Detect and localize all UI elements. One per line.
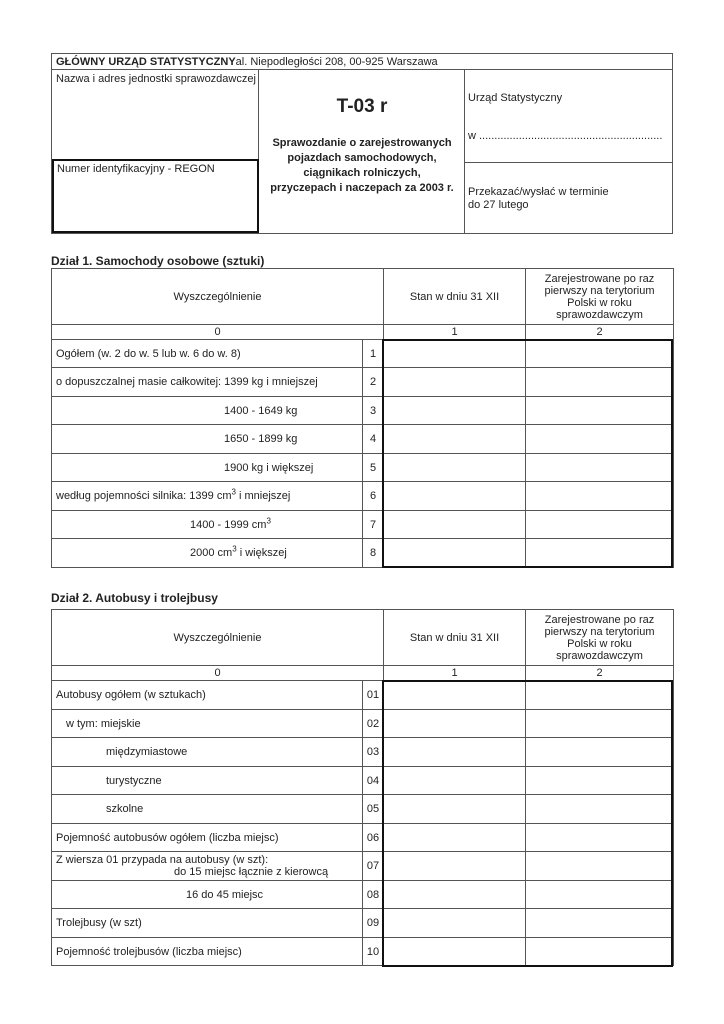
cell-state[interactable]: [384, 938, 526, 966]
cell-state[interactable]: [384, 539, 526, 568]
row-number: 6: [363, 482, 384, 511]
cell-state[interactable]: [384, 340, 526, 368]
row-number: 8: [363, 539, 384, 568]
section2-col-reg: Zarejestrowane po raz pierwszy na terytorium Polski w roku sprawozdawczym: [526, 610, 674, 666]
table-row: [52, 425, 674, 454]
table-row: [52, 710, 674, 738]
cell-state[interactable]: [384, 482, 526, 511]
row-label: Z wiersza 01 przypada na autobusy (w szt): do 15 miejsc łącznie z kierowcą: [52, 852, 363, 881]
cell-state[interactable]: [384, 852, 526, 881]
table-row: [52, 852, 674, 881]
form-code: T-03 r: [336, 96, 388, 117]
row-number: 7: [363, 511, 384, 539]
section1-col-reg: Zarejestrowane po raz pierwszy na terytorium Polski w roku sprawozdawczym: [526, 269, 674, 325]
cell-reg[interactable]: [526, 938, 674, 966]
table-row: [52, 795, 674, 824]
row-label: Pojemność autobusów ogółem (liczba miejsc): [52, 824, 363, 852]
regon-field[interactable]: [52, 159, 259, 233]
section1-idx2: 2: [526, 325, 674, 340]
table-row: [52, 881, 674, 909]
row-label: szkolne: [52, 795, 363, 824]
section2-idx0: 0: [52, 666, 384, 681]
cell-reg[interactable]: [526, 852, 674, 881]
row-number: 04: [363, 767, 384, 795]
cell-reg[interactable]: [526, 681, 674, 710]
table-row: [52, 397, 674, 425]
table-row: [52, 909, 674, 938]
table-row: [52, 482, 674, 511]
header-right-column: [465, 70, 672, 233]
cell-state[interactable]: [384, 909, 526, 938]
cell-reg[interactable]: [526, 539, 674, 568]
header-left-column: [52, 70, 259, 233]
row-label: 2000 $cm^3$ i większej: [52, 539, 363, 568]
section1-col-spec: Wyszczególnienie: [52, 269, 384, 325]
row-label: 1900 kg i większej: [52, 454, 363, 482]
section2-table: [51, 609, 674, 966]
row-label: Ogółem (w. 2 do w. 5 lub w. 6 do w. 8): [52, 340, 363, 368]
row-number: 5: [363, 454, 384, 482]
office-right-label: Urząd Statystyczny: [468, 92, 563, 104]
cell-state[interactable]: [384, 738, 526, 767]
row-number: 01: [363, 681, 384, 710]
section1-table: [51, 268, 674, 568]
office-address: al. Niepodległości 208, 00-925 Warszawa: [235, 56, 438, 68]
row-number: 2: [363, 368, 384, 397]
table-row: [52, 824, 674, 852]
row-label: 16 do 45 miejsc: [52, 881, 363, 909]
row-label: według pojemności silnika: 1399 $cm^3$ i mniejszej: [52, 482, 363, 511]
row-number: 05: [363, 795, 384, 824]
row-label: międzymiastowe: [52, 738, 363, 767]
header-middle-column: [259, 70, 465, 233]
cell-reg[interactable]: [526, 738, 674, 767]
header-office-line: [52, 54, 672, 70]
table-row: [52, 539, 674, 568]
cell-reg[interactable]: [526, 425, 674, 454]
cell-reg[interactable]: [526, 767, 674, 795]
cell-state[interactable]: [384, 511, 526, 539]
section1-title: Dział 1. Samochody osobowe (sztuki): [51, 254, 265, 268]
header-right-divider: [465, 162, 672, 163]
table-row: [52, 340, 674, 368]
table-row: [52, 511, 674, 539]
cell-reg[interactable]: [526, 511, 674, 539]
deadline-line1: Przekazać/wysłać w terminie: [468, 186, 609, 198]
section2-title: Dział 2. Autobusy i trolejbusy: [51, 591, 218, 605]
cell-reg[interactable]: [526, 710, 674, 738]
section2-col-spec: Wyszczególnienie: [52, 610, 384, 666]
table-row: [52, 938, 674, 966]
row-number: 08: [363, 881, 384, 909]
row-number: 03: [363, 738, 384, 767]
cell-state[interactable]: [384, 824, 526, 852]
cell-state[interactable]: [384, 454, 526, 482]
table-row: [52, 738, 674, 767]
form-title: Sprawozdanie o zarejestrowanych pojazdach samochodowych, ciągnikach rolniczych, przyczepach i naczepach za 2003 r.: [270, 137, 454, 194]
cell-state[interactable]: [384, 425, 526, 454]
row-label: 1400 - 1999 $cm^3$: [52, 511, 363, 539]
regon-label: Numer identyfikacyjny - REGON: [57, 163, 215, 175]
row-number: 07: [363, 852, 384, 881]
row-number: 02: [363, 710, 384, 738]
cell-reg[interactable]: [526, 482, 674, 511]
table-row: [52, 368, 674, 397]
section1-idx1: 1: [384, 325, 526, 340]
cell-reg[interactable]: [526, 340, 674, 368]
cell-state[interactable]: [384, 681, 526, 710]
cell-state[interactable]: [384, 767, 526, 795]
row-label: o dopuszczalnej masie całkowitej: 1399 kg i mniejszej: [52, 368, 363, 397]
cell-state[interactable]: [384, 710, 526, 738]
row-number: 1: [363, 340, 384, 368]
cell-reg[interactable]: [526, 795, 674, 824]
cell-state[interactable]: [384, 397, 526, 425]
cell-reg[interactable]: [526, 397, 674, 425]
row-number: 3: [363, 397, 384, 425]
cell-state[interactable]: [384, 795, 526, 824]
cell-reg[interactable]: [526, 909, 674, 938]
unit-label: Nazwa i adres jednostki sprawozdawczej: [56, 73, 256, 85]
cell-reg[interactable]: [526, 454, 674, 482]
cell-state[interactable]: [384, 881, 526, 909]
cell-state[interactable]: [384, 368, 526, 397]
section1-idx0: 0: [52, 325, 384, 340]
section1-col-state: Stan w dniu 31 XII: [384, 269, 526, 325]
section2-idx1: 1: [384, 666, 526, 681]
row-label: Autobusy ogółem (w sztukach): [52, 681, 363, 710]
table-row: [52, 767, 674, 795]
row-number: 10: [363, 938, 384, 966]
section2-idx2: 2: [526, 666, 674, 681]
row-label: Pojemność trolejbusów (liczba miejsc): [52, 938, 363, 966]
cell-reg[interactable]: [526, 824, 674, 852]
cell-reg[interactable]: [526, 881, 674, 909]
office-w-field[interactable]: w ............................................................: [468, 130, 663, 142]
form-header: [51, 53, 673, 234]
table-row: [52, 454, 674, 482]
row-number: 06: [363, 824, 384, 852]
section2-col-state: Stan w dniu 31 XII: [384, 610, 526, 666]
row-label: 1650 - 1899 kg: [52, 425, 363, 454]
row-label: turystyczne: [52, 767, 363, 795]
row-label: Trolejbusy (w szt): [52, 909, 363, 938]
office-name: GŁÓWNY URZĄD STATYSTYCZNY: [56, 56, 236, 68]
deadline-line2: do 27 lutego: [468, 199, 529, 211]
table-row: [52, 681, 674, 710]
cell-reg[interactable]: [526, 368, 674, 397]
row-label: 1400 - 1649 kg: [52, 397, 363, 425]
row-label: w tym: miejskie: [52, 710, 363, 738]
row-number: 09: [363, 909, 384, 938]
row-number: 4: [363, 425, 384, 454]
